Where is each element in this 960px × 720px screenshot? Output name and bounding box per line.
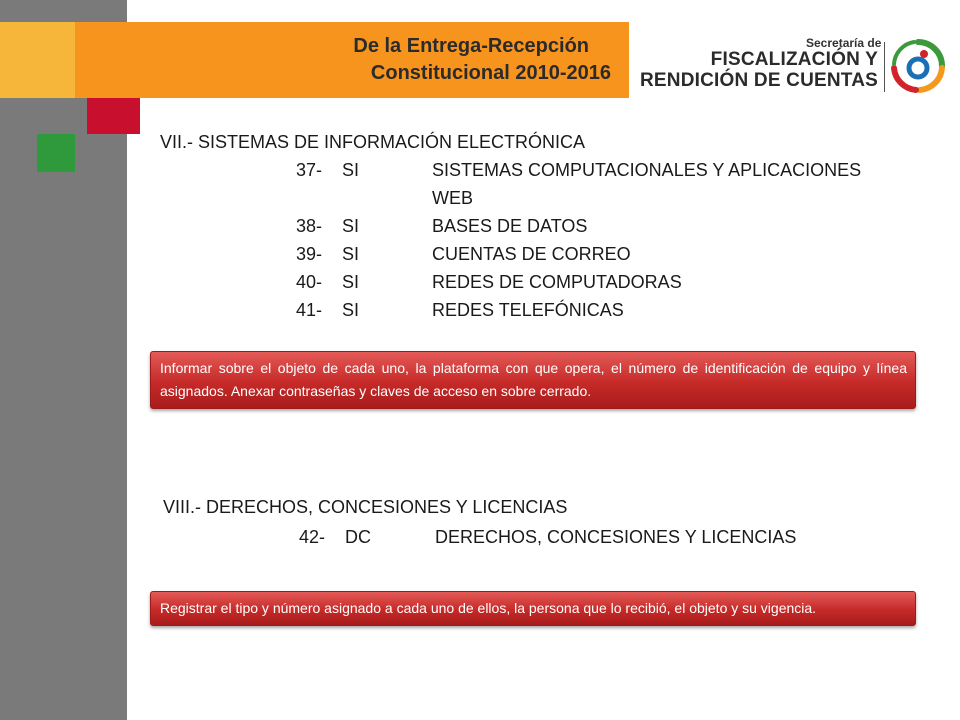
- item-number: 37-: [296, 160, 323, 180]
- item-description: REDES TELEFÓNICAS: [432, 300, 624, 320]
- item-number: 39-: [296, 244, 323, 264]
- item-number: 38-: [296, 216, 323, 236]
- section-7-heading: VII.- SISTEMAS DE INFORMACIÓN ELECTRÓNICA: [160, 132, 586, 152]
- title-banner: [75, 22, 629, 98]
- decor-square-red: [87, 98, 140, 134]
- decor-square-green: [37, 134, 75, 172]
- item-number: 42-: [299, 527, 326, 547]
- item-description: BASES DE DATOS: [432, 216, 588, 236]
- decor-square-yellow: [0, 22, 75, 98]
- section-7-note: Informar sobre el objeto de cada uno, la plataforma con que opera, el número de identificación de equipo y línea asignados. Anexar contraseñas y claves de acceso en sobre cerrado.: [150, 351, 916, 409]
- section-8-note: Registrar el tipo y número asignado a cada uno de ellos, la persona que lo recibió, el objeto y su vigencia.: [150, 591, 916, 626]
- secretaria-logo: [640, 36, 946, 96]
- item-description: CUENTAS DE CORREO: [432, 244, 631, 264]
- item-description: REDES DE COMPUTADORAS: [432, 272, 682, 292]
- item-description: DERECHOS, CONCESIONES Y LICENCIAS: [435, 527, 797, 547]
- item-code: SI: [342, 216, 360, 236]
- logo-emblem-icon: [890, 38, 946, 94]
- title-line-2: Constitucional 2010-2016: [370, 62, 611, 84]
- logo-line-1: FISCALIZACIÓN Y: [710, 49, 878, 70]
- item-code: SI: [342, 244, 360, 264]
- logo-small-text: Secretaría de: [806, 36, 882, 50]
- logo-separator: [884, 42, 885, 92]
- section-8-heading: VIII.- DERECHOS, CONCESIONES Y LICENCIAS: [163, 497, 568, 517]
- item-number: 41-: [296, 300, 323, 320]
- item-description: SISTEMAS COMPUTACIONALES Y APLICACIONES: [432, 160, 862, 180]
- item-code: SI: [342, 160, 360, 180]
- item-description-continued: WEB: [432, 188, 474, 208]
- item-code: SI: [342, 300, 360, 320]
- item-number: 40-: [296, 272, 323, 292]
- logo-line-2: RENDICIÓN DE CUENTAS: [640, 70, 878, 91]
- title-line-1: De la Entrega-Recepción: [353, 35, 589, 57]
- item-code: DC: [345, 527, 371, 547]
- item-code: SI: [342, 272, 360, 292]
